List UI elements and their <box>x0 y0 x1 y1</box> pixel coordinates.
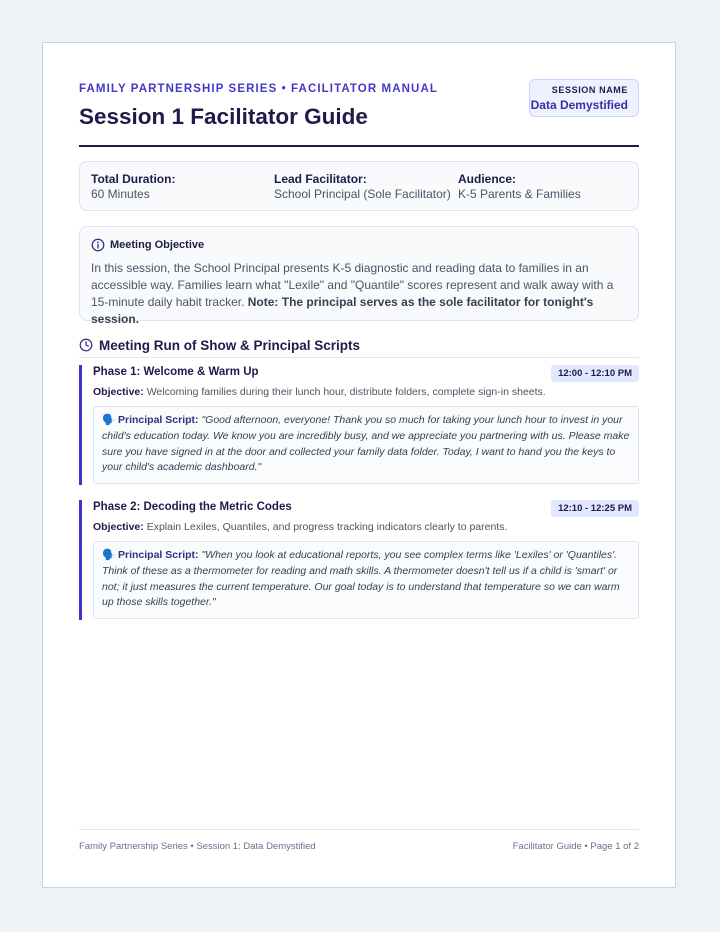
phase-objective-text: Explain Lexiles, Quantiles, and progress tracking indicators clearly to parents. <box>146 521 508 533</box>
document-page <box>42 42 676 888</box>
phase-objective-label: Objective: <box>93 521 144 533</box>
series-label: FAMILY PARTNERSHIP SERIES • FACILITATOR MANUAL <box>79 83 438 95</box>
phase-card <box>79 500 639 620</box>
duration-label: Total Duration: <box>91 172 176 186</box>
duration-value: 60 Minutes <box>91 187 150 201</box>
phase-card <box>79 365 639 485</box>
speech-icon: 🗣️ <box>102 414 116 426</box>
phase-title: Phase 2: Decoding the Metric Codes <box>93 501 292 513</box>
script-text: "Good afternoon, everyone! Thank you so much for taking your lunch hour to invest in your child's education today. We know you are incredibly busy, and we appreciate you partnering with us. Please make sure you have signed in at the door and collected your family data folder. Today, I want to hand you the keys to your child's academic dashboard." <box>102 414 630 474</box>
clock-icon <box>79 338 93 352</box>
phase-objective <box>93 521 639 533</box>
phase-title: Phase 1: Welcome & Warm Up <box>93 366 259 378</box>
session-name-value: Data Demystified <box>530 98 628 112</box>
meta-lead <box>274 172 451 201</box>
lead-value: School Principal (Sole Facilitator) <box>274 187 451 201</box>
objective-text <box>91 260 627 328</box>
audience-label: Audience: <box>458 172 517 186</box>
footer-divider <box>79 829 639 830</box>
footer-page-number: Facilitator Guide • Page 1 of 2 <box>512 841 639 852</box>
phase-time-badge: 12:10 - 12:25 PM <box>551 500 639 517</box>
info-icon <box>91 238 105 252</box>
phase-time-badge: 12:00 - 12:10 PM <box>551 365 639 382</box>
page-footer <box>79 841 639 852</box>
audience-value: K-5 Parents & Families <box>458 187 581 201</box>
objective-header <box>91 238 627 252</box>
page-header <box>79 83 639 145</box>
meeting-objective <box>79 226 639 326</box>
objective-title: Meeting Objective <box>110 239 205 251</box>
session-name-badge <box>529 79 639 117</box>
run-of-show-title: Meeting Run of Show & Principal Scripts <box>99 337 361 353</box>
lead-label: Lead Facilitator: <box>274 172 367 186</box>
meta-duration <box>91 172 175 201</box>
meta-audience <box>458 172 581 201</box>
principal-script-box <box>93 541 639 619</box>
page-title: Session 1 Facilitator Guide <box>79 104 368 129</box>
principal-script-box <box>93 406 639 484</box>
script-label: Principal Script: <box>118 414 199 426</box>
script-text: "When you look at educational reports, you see complex terms like 'Lexiles' or 'Quantiles'. Think of these as a thermometer for reading and math skills. A thermometer doesn't tell us if a child is 'smart' or not; it just measures the current temperature. Our goal today is to understand that temperature so we can warm up those skills together." <box>102 549 620 609</box>
speech-icon: 🗣️ <box>102 549 116 561</box>
script-label: Principal Script: <box>118 549 199 561</box>
session-meta <box>79 161 639 211</box>
run-of-show-header <box>79 333 639 358</box>
objective-description: In this session, the School Principal presents K-5 diagnostic and reading data to families in an accessible way. Families learn what "Lexile" and "Quantile" scores represent and walk away with a 15-minute daily habit tracker. <box>91 261 614 309</box>
footer-left: Family Partnership Series • Session 1: Data Demystified <box>79 841 316 852</box>
phase-objective-text: Welcoming families during their lunch hour, distribute folders, complete sign-in sheets. <box>146 386 546 398</box>
objective-note: Note: The principal serves as the sole facilitator for tonight's session. <box>91 295 594 326</box>
phase-objective <box>93 386 639 398</box>
header-divider <box>79 145 639 147</box>
phase-objective-label: Objective: <box>93 386 144 398</box>
session-name-label: SESSION NAME <box>551 85 628 95</box>
